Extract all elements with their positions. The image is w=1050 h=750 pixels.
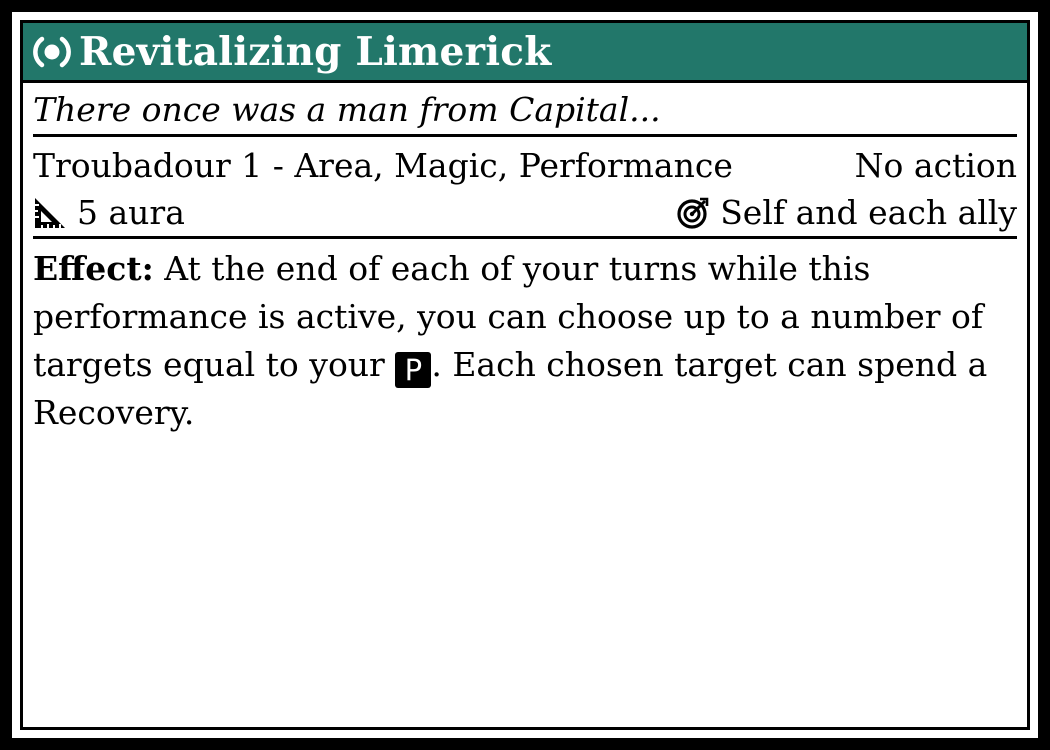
effect-text-after: . Each chosen target can spend a Recovery.	[33, 345, 988, 432]
effect-text-before: At the end of each of your turns while this performance is active, you can choose up to a number of targets equal to your	[33, 249, 984, 384]
ability-card-frame	[20, 20, 1030, 730]
set-square-icon	[33, 196, 67, 230]
action-type: No action	[854, 145, 1017, 185]
ability-title: Revitalizing Limerick	[79, 28, 552, 75]
target-cell	[676, 193, 1017, 232]
target-value: Self and each ally	[720, 193, 1017, 232]
target-icon	[676, 196, 710, 230]
title-bar	[23, 23, 1027, 83]
keywords-row	[33, 141, 1017, 189]
effect-block	[33, 245, 1015, 437]
distance-cell	[33, 193, 185, 232]
presence-characteristic-badge: P	[395, 352, 431, 388]
flavor-text: There once was a man from Capital...	[33, 85, 1017, 137]
distance-target-row	[33, 189, 1017, 239]
effect-label: Effect:	[33, 249, 154, 288]
ability-card	[12, 12, 1038, 738]
performance-aura-icon	[31, 31, 73, 73]
distance-value: 5 aura	[77, 193, 185, 232]
ability-keywords: Troubadour 1 - Area, Magic, Performance	[33, 145, 733, 185]
